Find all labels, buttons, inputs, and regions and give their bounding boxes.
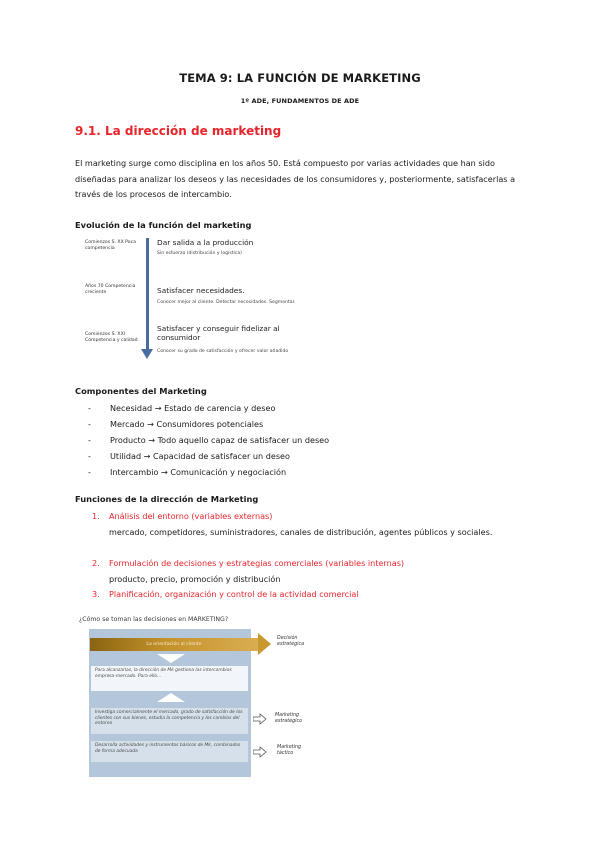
components-heading: Componentes del Marketing bbox=[75, 386, 207, 396]
list-bullet: - bbox=[88, 403, 91, 413]
document-subtitle: 1º ADE, FUNDAMENTOS DE ADE bbox=[240, 97, 360, 105]
list-item bbox=[88, 416, 329, 432]
diagram-caption: ¿Cómo se toman las decisiones en MARKETING? bbox=[79, 616, 229, 623]
arrow-head-icon bbox=[258, 633, 271, 655]
decisions-diagram bbox=[75, 616, 315, 776]
function-number: 2. bbox=[92, 558, 100, 568]
stage-description: Conocer su grado de satisfacción y ofrecer valor añadido bbox=[157, 349, 289, 354]
components-list bbox=[88, 400, 329, 480]
evolution-heading: Evolución de la función del marketing bbox=[75, 220, 252, 230]
list-item bbox=[88, 400, 329, 416]
function-title-text: Análisis del entorno (variables externas) bbox=[109, 511, 273, 521]
era-label: Años 70 Competencia creciente bbox=[85, 284, 136, 296]
hollow-arrow-icon bbox=[253, 713, 267, 725]
diagram-box: Desarrolla actividades y instrumentos básicos de Mk, combinados de forma adecuada bbox=[91, 741, 248, 762]
intro-paragraph: El marketing surge como disciplina en los años 50. Está compuesto por varias actividades que han sido diseñadas para analizar los deseos y las necesidades de los consumidores y, posteriormente, satisfacerlas a través de los procesos de intercambio. bbox=[75, 158, 516, 199]
arrow-down-icon bbox=[157, 654, 185, 663]
list-bullet: - bbox=[88, 419, 91, 429]
stage-description: Conocer mejor al cliente. Detectar necesidades. Segmentar. bbox=[157, 300, 296, 305]
evolution-diagram bbox=[85, 236, 345, 361]
side-label: Decisión estratégica bbox=[277, 636, 305, 647]
list-item bbox=[88, 464, 329, 480]
timeline-arrow-icon bbox=[141, 349, 153, 359]
list-bullet: - bbox=[88, 467, 91, 477]
document-title: TEMA 9: LA FUNCIÓN DE MARKETING bbox=[179, 71, 421, 85]
list-item-text: Producto → Todo aquello capaz de satisfacer un deseo bbox=[110, 435, 330, 445]
function-number: 3. bbox=[92, 589, 100, 599]
timeline-axis bbox=[146, 238, 149, 350]
side-label: Marketing estratégico bbox=[275, 713, 303, 724]
list-item-text: Utilidad → Capacidad de satisfacer un deseo bbox=[110, 451, 290, 461]
stage-title: Dar salida a la producción bbox=[157, 238, 254, 247]
function-title-text: Planificación, organización y control de la actividad comercial bbox=[109, 589, 359, 599]
era-label: Comienzos S. XX Poca competencia bbox=[85, 240, 136, 252]
list-item-text: Necesidad → Estado de carencia y deseo bbox=[110, 403, 276, 413]
list-bullet: - bbox=[88, 451, 91, 461]
customer-orientation-arrow: La orientación al cliente bbox=[90, 638, 258, 651]
function-title-text: Formulación de decisiones y estrategias comerciales (variables internas) bbox=[109, 558, 405, 568]
functions-heading: Funciones de la dirección de Marketing bbox=[75, 494, 259, 504]
function-item-title bbox=[92, 556, 404, 572]
hollow-arrow-icon bbox=[253, 746, 267, 758]
stage-title: Satisfacer necesidades. bbox=[157, 286, 245, 295]
stage-description: Sin esfuerzo (distribución y logística) bbox=[157, 251, 242, 256]
function-number: 1. bbox=[92, 511, 100, 521]
era-label: Comienzos S. XXI Competencia y calidad bbox=[85, 332, 138, 344]
side-label: Marketing táctico bbox=[277, 745, 302, 756]
list-bullet: - bbox=[88, 435, 91, 445]
function-item-detail: mercado, competidores, suministradores, canales de distribución, agentes públicos y sociales. bbox=[109, 527, 493, 537]
list-item bbox=[88, 448, 329, 464]
arrow-up-icon bbox=[157, 693, 185, 702]
diagram-box: Para alcanzarlas, la dirección de Mk gestiona las intercambios empresa-mercado. Para ello... bbox=[91, 666, 248, 691]
diagram-box: Investiga comercialmente el mercado, grado de satisfacción de los clientes con sus bienes, estudia la competencia y los cambios del entorno bbox=[91, 708, 248, 734]
section-heading: 9.1. La dirección de marketing bbox=[75, 124, 282, 138]
list-item-text: Mercado → Consumidores potenciales bbox=[110, 419, 264, 429]
function-item-title bbox=[92, 509, 272, 525]
list-item-text: Intercambio → Comunicación y negociación bbox=[110, 467, 287, 477]
list-item bbox=[88, 432, 329, 448]
stage-title: Satisfacer y conseguir fidelizar al consumidor bbox=[157, 324, 280, 342]
function-item-detail: producto, precio, promoción y distribución bbox=[109, 574, 281, 584]
function-item-title bbox=[92, 587, 359, 603]
